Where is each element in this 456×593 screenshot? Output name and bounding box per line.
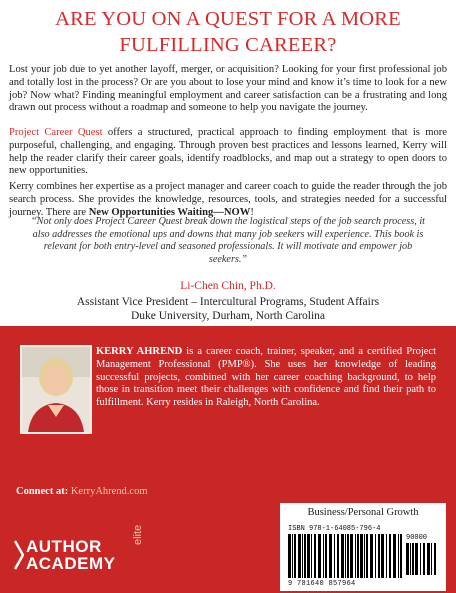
price-code: 90000 xyxy=(406,534,428,542)
barcode-stripe xyxy=(423,543,425,575)
barcode-panel xyxy=(280,503,446,591)
barcode-stripe xyxy=(400,534,402,578)
barcode-stripe xyxy=(378,534,380,578)
barcode-stripe xyxy=(298,534,301,578)
author-portrait-illustration xyxy=(22,347,90,432)
barcode-stripe xyxy=(431,543,432,575)
barcode-stripe xyxy=(355,534,356,578)
barcode-stripe xyxy=(302,534,303,578)
isbn-text: ISBN 978-1-64085-796-4 xyxy=(288,525,381,533)
barcode-stripe xyxy=(288,534,291,578)
barcode-stripe xyxy=(337,534,339,578)
book-category: Business/Personal Growth xyxy=(307,507,419,518)
chevron-logo-icon xyxy=(14,539,24,571)
barcode-stripe xyxy=(345,534,346,578)
barcode-stripe xyxy=(412,543,414,575)
barcode-number: 9 781640 857964 xyxy=(288,580,356,588)
endorser-title xyxy=(0,295,456,323)
publisher-name-line-1: AUTHOR xyxy=(26,537,102,556)
barcode-stripe xyxy=(370,534,373,578)
barcode-stripe xyxy=(389,534,391,578)
intro-paragraph: Lost your job due to yet another layoff, merger, or acquisition? Looking for your first professional job and totally lost in the process? Or are you about to lose your mind and know it’s time to look for a new job? Now what? Finding meaningful employment and career satisfaction can be a frustrating and long drawn out process without a roadmap and someone to help you navigate the journey. xyxy=(9,64,447,114)
barcode-stripe xyxy=(323,534,324,578)
barcode-stripe xyxy=(314,534,316,578)
barcode-stripe xyxy=(357,534,359,578)
cover-headline: ARE YOU ON A QUEST FOR A MORE FULFILLING CAREER? xyxy=(55,8,401,56)
author-bio-text: is a career coach, trainer, speaker, and a certified Project Management Professional (PMP®). She uses her knowledge of leading successful projects, combined with her career coaching background, to help those in transition meet their challenges with confidence and find their path to fulfillment. Kerry resides in Raleigh, North Carolina. xyxy=(96,346,436,409)
barcode-stripe xyxy=(311,534,312,578)
barcode-stripe xyxy=(360,534,363,578)
barcode-stripe xyxy=(410,543,411,575)
endorsement-quote: “Not only does Project Career Quest break down the logistical steps of the job search process, it also addresses the emotional ups and downs that many job seekers will experience. This book is relevant for both entry-level and seasoned professionals. It will motivate and empower job seekers.” xyxy=(31,216,425,265)
endorser-name: Li-Chen Chin, Ph.D. xyxy=(180,280,276,292)
barcode-stripe xyxy=(329,534,332,578)
price-barcode xyxy=(406,543,440,575)
book-description-text: offers a structured, practical approach to finding employment that is more purposeful, challenging, and engaging. Through proven best practices and lessons learned, Kerry will help the reader clarify their career goals, identify roadblocks, and map out a strategy to open doors to new opportunities. xyxy=(9,127,447,177)
barcode-stripe xyxy=(386,534,387,578)
barcode-stripe xyxy=(364,534,365,578)
publisher-tag: elite xyxy=(132,524,144,545)
endorser-title-line-2: Duke University, Durham, North Carolina xyxy=(130,310,326,322)
author-photo xyxy=(20,345,92,434)
barcode-stripe xyxy=(393,534,396,578)
barcode-stripe xyxy=(398,534,399,578)
barcode-stripe xyxy=(304,534,306,578)
barcode-stripe xyxy=(292,534,293,578)
connect-label: Connect at: xyxy=(16,486,69,497)
barcode-stripe xyxy=(434,543,436,575)
now-emphasis: New Opportunities Waiting—NOW xyxy=(88,206,251,218)
barcode-stripe xyxy=(415,543,418,575)
author-name: KERRY AHREND xyxy=(96,346,183,357)
barcode-stripe xyxy=(406,543,409,575)
barcode-stripe xyxy=(341,534,344,578)
isbn-barcode xyxy=(288,534,404,578)
barcode-stripe xyxy=(366,534,368,578)
author-summary-paragraph xyxy=(9,181,447,219)
connect-line xyxy=(16,486,148,497)
barcode-stripe xyxy=(381,534,384,578)
barcode-stripe xyxy=(318,534,321,578)
author-summary-text: Kerry combines her expertise as a project manager and career coach to guide the reader through the job search process. She provides the knowledge, resources, tools, and strategies needed for a successful journey. There are xyxy=(9,181,447,218)
barcode-stripe xyxy=(375,534,376,578)
author-bio xyxy=(96,346,436,410)
barcode-stripe xyxy=(307,534,310,578)
barcode-stripe xyxy=(347,534,349,578)
book-description-paragraph xyxy=(9,127,447,178)
barcode-stripe xyxy=(427,543,430,575)
barcode-stripe xyxy=(294,534,296,578)
book-title: Project Career Quest xyxy=(9,127,103,138)
author-website-link[interactable]: KerryAhrend.com xyxy=(70,486,148,497)
barcode-stripe xyxy=(420,543,421,575)
endorser-title-line-1: Assistant Vice President – Intercultural Programs, Student Affairs xyxy=(76,296,380,308)
barcode-stripe xyxy=(325,534,327,578)
summary-end-mark: ! xyxy=(250,206,254,218)
barcode-stripe xyxy=(334,534,335,578)
publisher-name-line-2: ACADEMY xyxy=(26,554,116,573)
barcode-stripe xyxy=(350,534,353,578)
